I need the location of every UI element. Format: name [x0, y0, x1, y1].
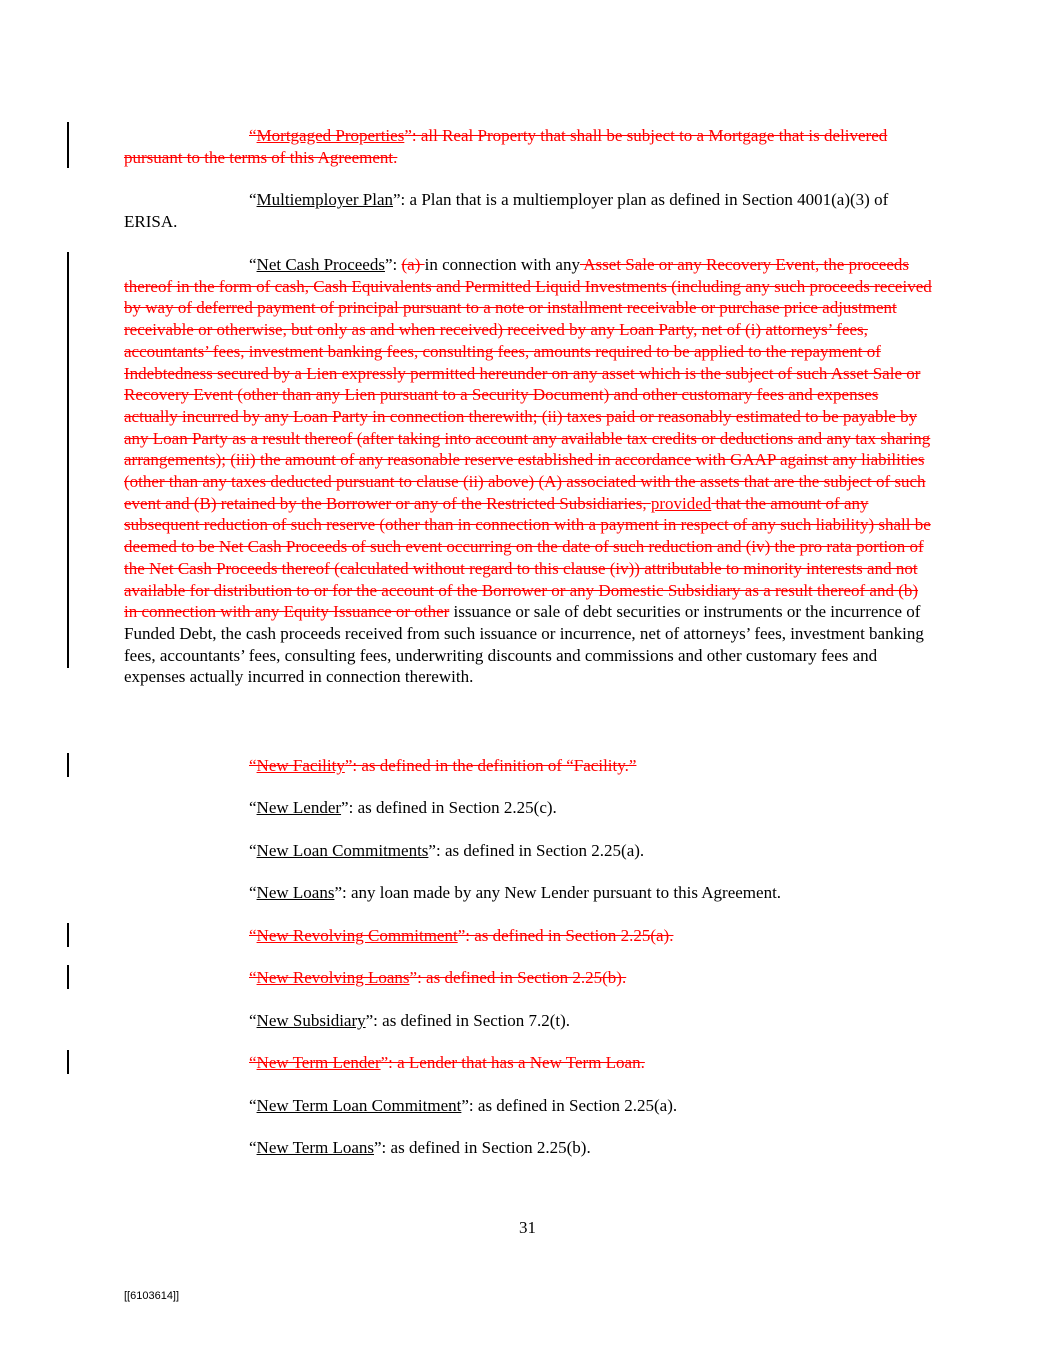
deleted-text: provided	[650, 493, 712, 513]
defined-term: New Term Loans	[256, 1138, 375, 1157]
retained-text: issuance or sale of debt securities or instruments or the incurrence of Funded Debt, the cash proceeds received from such issuance or incurrence, net of attorneys’ fees, investment banking fees, accountants’ fees, consulting fees, underwriting discounts and commissions and other customary fees and expenses actually incurred in connection therewith.	[124, 602, 924, 687]
definition-new-lender: “New Lender”: as defined in Section 2.25(c).	[249, 798, 557, 817]
defined-term: New Term Lender	[256, 1053, 381, 1072]
retained-text: in connection with any	[424, 255, 580, 274]
defined-term: New Facility	[256, 756, 345, 775]
change-bar	[67, 1050, 69, 1074]
definition-new-loans: “New Loans”: any loan made by any New Lender pursuant to this Agreement.	[249, 883, 782, 902]
defined-term: Mortgaged Properties	[256, 126, 405, 145]
change-bar	[67, 122, 69, 168]
definition-new-facility: “New Facility”: as defined in the definition of “Facility.”	[249, 756, 637, 775]
defined-term: New Revolving Commitment	[256, 926, 458, 945]
document-id: [[6103614]]	[124, 1290, 180, 1302]
change-bar	[67, 923, 69, 947]
definition-new-revolving-commitment: “New Revolving Commitment”: as defined in Section 2.25(a).	[249, 926, 674, 945]
defined-term: Net Cash Proceeds	[256, 255, 385, 274]
change-bar	[67, 965, 69, 989]
definition-net-cash-proceeds: “Net Cash Proceeds”: (a) in connection with any Asset Sale or any Recovery Event, the proceeds thereof in the form of cash, Cash Equivalents and Permitted Liquid Investments (including any such proceeds received by way of deferred payment of principal pursuant to a note or installment receivable or purchase price adjustment receivable or otherwise, but only as and when received) received by any Loan Party, net of (i) attorneys’ fees, accountants’ fees, investment banking fees, consulting fees, amounts required to be applied to the repayment of Indebtedness secured by a Lien expressly permitted hereunder on any asset which is the subject of such Asset Sale or Recovery Event (other than any Lien pursuant to a Security Document) and other customary fees and expenses actually incurred by any Loan Party in connection therewith; (ii) taxes paid or reasonably estimated to be payable by any Loan Party as a result thereof (after taking into account any available tax credits or deductions and any tax sharing arrangements); (iii) the amount of any reasonable reserve established in accordance with GAAP against any liabilities (other than any taxes deducted pursuant to clause (ii) above) (A) associated with the assets that are the subject of such event and (B) retained by the Borrower or any of the Restricted Subsidiaries, provided that the amount of any subsequent reduction of such reserve (other than in connection with a payment in respect of any such liability) shall be deemed to be Net Cash Proceeds of such event occurring on the date of such reduction and (iv) the pro rata portion of the Net Cash Proceeds thereof (calculated without regard to this clause (iv)) attributable to minority interests and not available for distribution to or for the account of the Borrower or any Domestic Subsidiary as a result thereof and (b) in connection with any Equity Issuance or other issuance or sale of debt securities or instruments or the incurrence of Funded Debt, the cash proceeds received from such issuance or incurrence, net of attorneys’ fees, investment banking fees, accountants’ fees, consulting fees, underwriting discounts and commissions and other customary fees and expenses actually incurred in connection therewith.	[124, 255, 932, 687]
deleted-text: Asset Sale or any Recovery Event, the proceeds thereof in the form of cash, Cash Equivalents and Permitted Liquid Investments (including any such proceeds received by way of deferred payment of principal pursuant to a note or installment receivable or purchase price adjustment receivable or otherwise, but only as and when received) received by any Loan Party, net of (i) attorneys’ fees, accountants’ fees, investment banking fees, consulting fees, amounts required to be applied to the repayment of Indebtedness secured by a Lien expressly permitted hereunder on any asset which is the subject of such Asset Sale or Recovery Event (other than any Lien pursuant to a Security Document) and other customary fees and expenses actually incurred by any Loan Party in connection therewith; (ii) taxes paid or reasonably estimated to be payable by any Loan Party as a result thereof (after taking into account any available tax credits or deductions and any tax sharing arrangements); (iii) the amount of any reasonable reserve established in accordance with GAAP against any liabilities (other than any taxes deducted pursuant to clause (ii) above) (A) associated with the assets that are the subject of such event and (B) retained by the Borrower or any of the Restricted Subsidiaries,	[124, 255, 932, 513]
change-bar	[67, 753, 69, 777]
defined-term: New Loans	[256, 883, 335, 902]
deleted-text: that the amount of any subsequent reduction of such reserve (other than in connection with a payment in respect of any such liability) shall be deemed to be Net Cash Proceeds of such event occurring on the date of such reduction and (iv) the pro rata portion of the Net Cash Proceeds thereof (calculated without regard to this clause (iv)) attributable to minority interests and not available for distribution to or for the account of the Borrower or any Domestic Subsidiary as a result thereof and (b) in connection with any Equity Issuance or other	[124, 493, 931, 622]
defined-term: New Lender	[256, 798, 342, 817]
definition-new-revolving-loans: “New Revolving Loans”: as defined in Section 2.25(b).	[249, 968, 627, 987]
change-bar	[67, 252, 69, 668]
definition-new-subsidiary: “New Subsidiary”: as defined in Section 7.2(t).	[249, 1011, 571, 1030]
defined-term: New Subsidiary	[256, 1011, 366, 1030]
definition-new-loan-commitments: “New Loan Commitments”: as defined in Section 2.25(a).	[249, 841, 645, 860]
defined-term: New Loan Commitments	[256, 841, 429, 860]
defined-term: Multiemployer Plan	[256, 190, 394, 209]
page-number: 31	[519, 1218, 536, 1237]
defined-term: New Revolving Loans	[256, 968, 410, 987]
deleted-text: (a)	[401, 255, 425, 274]
definition-new-term-loan-commitment: “New Term Loan Commitment”: as defined in Section 2.25(a).	[249, 1096, 678, 1115]
definition-multiemployer-plan: “Multiemployer Plan”: a Plan that is a multiemployer plan as defined in Section 4001(a)(3) of ERISA.	[124, 190, 889, 231]
definition-mortgaged-properties: “Mortgaged Properties”: all Real Property that shall be subject to a Mortgage that is delivered pursuant to the terms of this Agreement.	[124, 126, 888, 167]
defined-term: New Term Loan Commitment	[256, 1096, 462, 1115]
definition-new-term-loans: “New Term Loans”: as defined in Section 2.25(b).	[249, 1138, 591, 1157]
definition-new-term-lender: “New Term Lender”: a Lender that has a New Term Loan.	[249, 1053, 645, 1072]
